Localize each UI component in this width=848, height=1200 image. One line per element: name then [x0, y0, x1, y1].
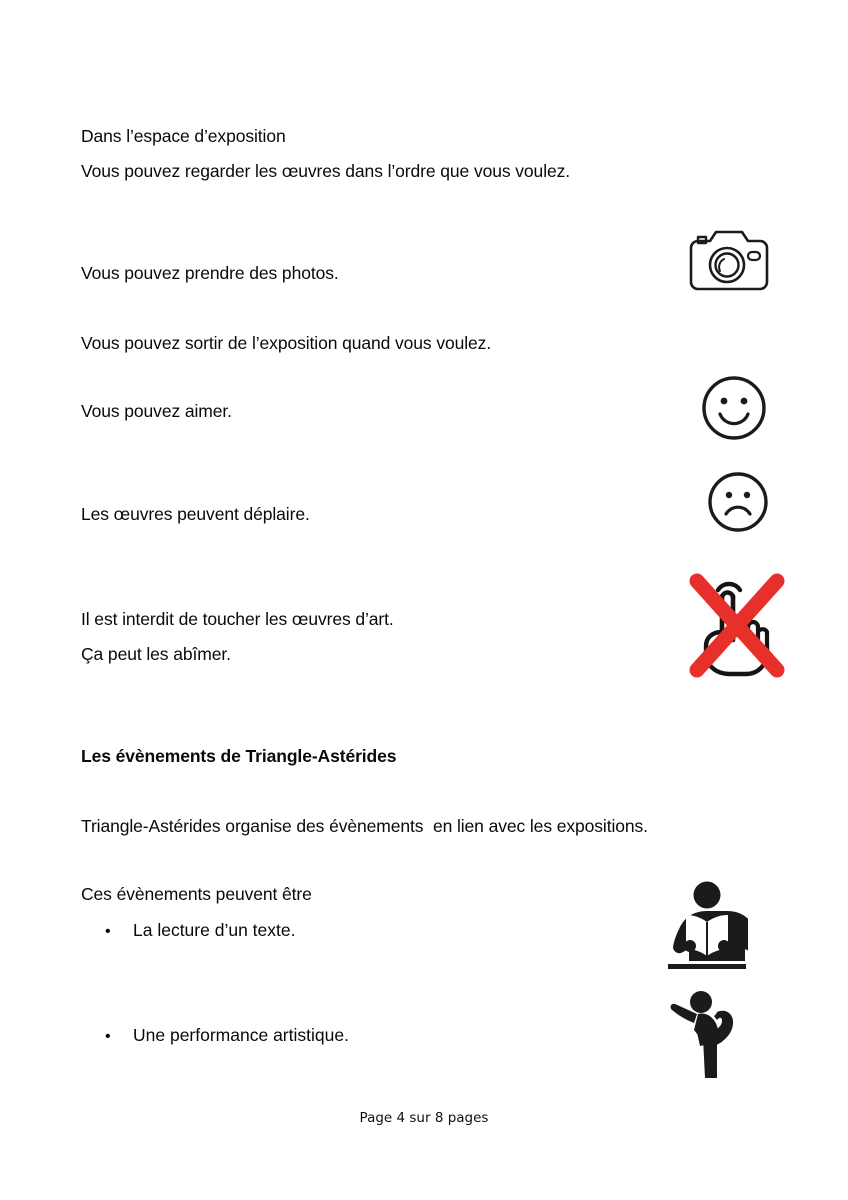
bullet-marker-icon: • [105, 1028, 111, 1045]
exit-line: Vous pouvez sortir de l’exposition quand vous voulez. [81, 333, 492, 353]
forbidden-line-1: Il est interdit de toucher les œuvres d’art. [81, 609, 394, 629]
smiley-face-icon [699, 373, 769, 443]
list-item [105, 1025, 349, 1047]
events-heading: Les évènements de Triangle-Astérides [81, 746, 397, 766]
events-list-intro: Ces évènements peuvent être [81, 884, 312, 904]
like-line: Vous pouvez aimer. [81, 401, 232, 421]
no-touching-hand-icon [688, 566, 786, 678]
bullet-marker-icon: • [105, 923, 111, 940]
forbidden-line-2: Ça peut les abîmer. [81, 644, 231, 664]
page-footer: Page 4 sur 8 pages [359, 1110, 489, 1126]
dancer-performance-icon [670, 986, 752, 1080]
list-item-label: Une performance artistique. [133, 1025, 349, 1045]
camera-icon [686, 224, 774, 300]
intro-heading: Dans l’espace d’exposition [81, 126, 286, 146]
dislike-line: Les œuvres peuvent déplaire. [81, 504, 310, 524]
list-item [105, 920, 295, 942]
photos-line: Vous pouvez prendre des photos. [81, 263, 339, 283]
sad-face-icon [705, 469, 771, 535]
list-item-label: La lecture d’un texte. [133, 920, 296, 940]
intro-line: Vous pouvez regarder les œuvres dans l’ordre que vous voulez. [81, 161, 571, 181]
person-reading-icon [666, 880, 748, 970]
events-intro: Triangle-Astérides organise des évènements en lien avec les expositions. [81, 816, 648, 836]
